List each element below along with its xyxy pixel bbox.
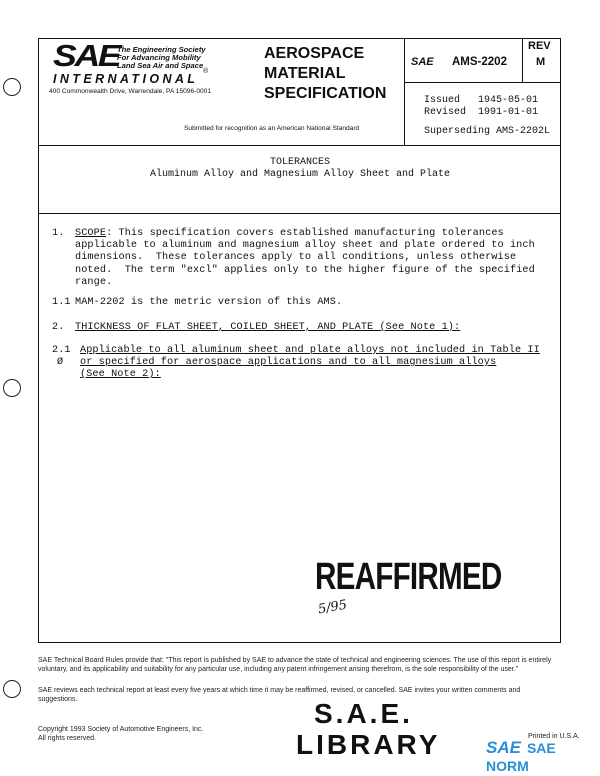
- review-policy-note: SAE reviews each technical report at least every five years at which time it may be reaffirmed, revised, or cancelled. SAE invites your written comments and suggestions.: [38, 687, 521, 703]
- title-rule-bottom: [38, 213, 561, 214]
- library-stamp-line-2: LIBRARY: [296, 729, 441, 760]
- section-1-1-number: 1.1: [52, 297, 71, 308]
- scope-heading: SCOPE: [75, 228, 107, 239]
- rev-label: REV: [528, 40, 551, 52]
- sae-small-logo: SAE: [411, 56, 434, 68]
- doc-type-line-3: SPECIFICATION: [264, 85, 387, 102]
- sae-logo: [53, 38, 120, 73]
- watermark-logo-mark: SAE: [486, 738, 521, 757]
- scope-line-5: range.: [75, 276, 113, 288]
- sae-address: 400 Commonwealth Drive, Warrendale, PA 15096-0001: [49, 88, 211, 95]
- international-wordmark: INTERNATIONAL: [53, 72, 199, 86]
- header-rule-number: [404, 82, 561, 83]
- punch-hole-top: [3, 78, 21, 96]
- watermark-logo: [486, 738, 600, 774]
- doc-type-line-2: MATERIAL: [264, 65, 346, 82]
- scope-line-1: : This specification covers established manufacturing tolerances: [106, 228, 504, 239]
- section-2-1-text: [80, 345, 540, 382]
- document-subtitle: Aluminum Alloy and Magnesium Alloy Sheet and Plate: [149, 169, 451, 180]
- document-type: [264, 44, 386, 104]
- copyright-line-1: Copyright 1993 Society of Automotive Engineers, Inc.: [38, 726, 204, 733]
- section-2-1-line-3: (See Note 2):: [80, 369, 161, 381]
- copyright-line-2: All rights reserved.: [38, 735, 96, 742]
- header-divider-2: [522, 38, 523, 82]
- punch-hole-middle: [3, 379, 21, 397]
- watermark-logo-text: SAE NORM: [486, 740, 556, 774]
- library-stamp: [296, 698, 440, 760]
- handwritten-date: 5/95: [316, 597, 349, 618]
- revised-date: Revised 1991-01-01: [424, 107, 539, 118]
- section-2-number: 2.: [52, 322, 65, 333]
- section-1-paragraph: [75, 228, 535, 289]
- section-2-1-line-1: Applicable to all aluminum sheet and plate alloys not included in Table II: [80, 345, 540, 356]
- copyright-notice: [38, 725, 203, 743]
- header-rule-bottom: [38, 145, 561, 146]
- superseding-note: Superseding AMS-2202L: [424, 126, 551, 137]
- scope-line-4: noted. The term "excl" applies only to the higher figure of the specified: [75, 264, 535, 276]
- scope-line-2: applicable to aluminum and magnesium alloy sheet and plate ordered to inch: [75, 240, 535, 252]
- sae-logo-text: SAE: [53, 38, 120, 73]
- doc-type-line-1: AEROSPACE: [264, 45, 365, 62]
- header-divider-1: [404, 38, 405, 145]
- rev-value: M: [536, 56, 546, 68]
- section-2-heading: THICKNESS OF FLAT SHEET, COILED SHEET, AND PLATE (See Note 1):: [75, 322, 461, 333]
- document-title: TOLERANCES: [269, 157, 330, 168]
- technical-board-rules-note: SAE Technical Board Rules provide that: "This report is published by SAE to advance the state of technical and engineering sciences. The use of this report is entirely voluntary, and its applicability and suitability for any particular use, including any patent infringement arising therefrom, is the sole responsibility of the user.": [38, 657, 552, 673]
- printed-in-usa: Printed in U.S.A.: [528, 733, 580, 740]
- tagline-line-2: For Advancing Mobility: [117, 53, 201, 62]
- tagline-line-1: The Engineering Society: [117, 45, 206, 54]
- scope-line-3: dimensions. These tolerances apply to all conditions, unless otherwise: [75, 252, 517, 264]
- issued-date: Issued 1945-05-01: [424, 95, 539, 106]
- registered-mark-icon: ®: [203, 68, 209, 75]
- section-1-number: 1.: [52, 228, 65, 239]
- logo-tagline: [117, 46, 206, 70]
- punch-hole-bottom: [3, 680, 21, 698]
- tagline-line-3: Land Sea Air and Space: [117, 61, 204, 70]
- section-1-1-text: MAM-2202 is the metric version of this AMS.: [75, 297, 343, 308]
- reaffirmed-stamp: REAFFIRMED: [315, 556, 502, 598]
- section-2-1-number: 2.1: [52, 345, 71, 356]
- document-number: AMS-2202: [452, 56, 507, 68]
- section-2-1-line-2: or specified for aerospace applications and to all magnesium alloys: [80, 357, 497, 369]
- ansi-submission-note: Submitted for recognition as an American National Standard: [184, 125, 360, 132]
- library-stamp-line-1: S.A.E.: [314, 698, 413, 729]
- revision-marker: Ø: [57, 357, 64, 368]
